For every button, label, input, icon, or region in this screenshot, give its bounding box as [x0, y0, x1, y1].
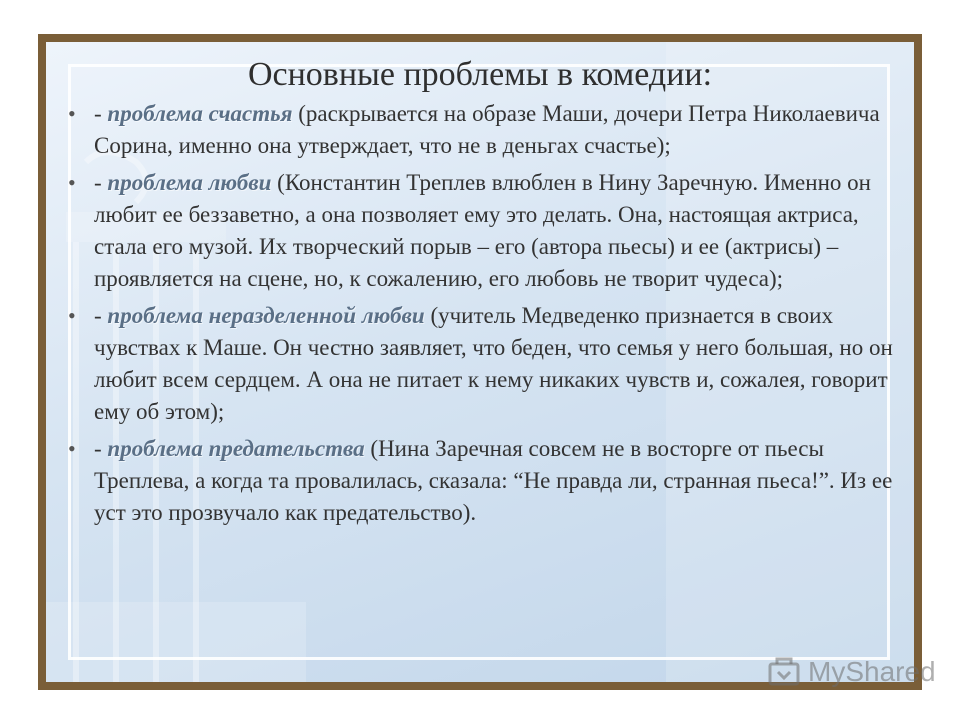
item-term: проблема предательства — [107, 436, 365, 461]
bullet-icon: • — [68, 303, 76, 328]
bullet-icon: • — [68, 436, 76, 461]
myshared-logo-icon — [766, 654, 802, 690]
bullet-icon: • — [68, 170, 76, 195]
slide-panel — [46, 42, 914, 682]
slide-title: Основные проблемы в комедии: — [247, 56, 713, 93]
item-prefix: - — [94, 170, 108, 195]
list-item-happiness — [64, 98, 894, 162]
list-item-unrequited-love — [64, 300, 894, 428]
item-prefix: - — [94, 303, 108, 328]
item-text: (Нина Заречная совсем не в восторге от пьесы Треплева, а когда та провалилась, сказала: “Не правда ли, странная пьеса!”. Из ее уст это прозвучало как предательство). — [94, 436, 893, 525]
item-text: (раскрывается на образе Маши, дочери Петра Николаевича Сорина, именно она утверждает, что не в деньгах счастье); — [94, 101, 880, 158]
item-term: проблема счастья — [107, 101, 293, 126]
problem-list — [64, 98, 894, 534]
list-item-love — [64, 167, 894, 295]
watermark — [766, 652, 936, 692]
item-prefix: - — [94, 101, 108, 126]
item-text: (учитель Медведенко признается в своих чувствах к Маше. Он честно заявляет, что беден, что семья у него большая, но он любит всем сердцем. А она не питает к нему никаких чувств и, сожалея, говорит ему об этом); — [94, 303, 893, 424]
item-term: проблема любви — [107, 170, 272, 195]
item-text: (Константин Треплев влюблен в Нину Заречную. Именно он любит ее беззаветно, а она позволяет ему это делать. Она, настоящая актриса, стала его музой. Их творческий порыв – его (автора пьесы) и ее (актрисы) – проявляется на сцене, но, к сожалению, его любовь не творит чудеса); — [94, 170, 871, 291]
bullet-icon: • — [68, 101, 76, 126]
watermark-text: MyShared — [808, 656, 936, 687]
list-item-betrayal — [64, 433, 894, 529]
item-term: проблема неразделенной любви — [107, 303, 425, 328]
slide-frame — [38, 34, 922, 690]
item-prefix: - — [94, 436, 108, 461]
